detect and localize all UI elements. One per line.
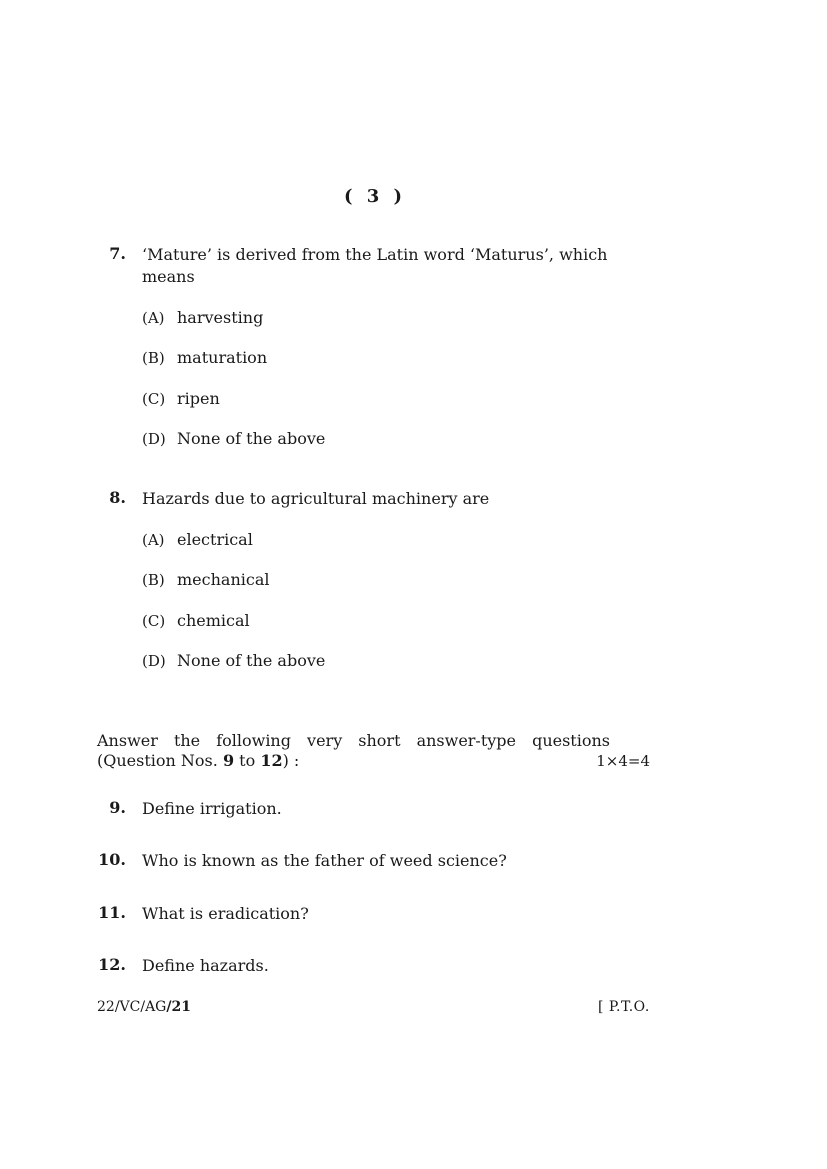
option-label: (B) [142, 349, 165, 367]
option-text: None of the above [177, 651, 326, 670]
paper-code-suffix: /21 [166, 999, 191, 1015]
question-7-line1: ‘Mature’ is derived from the Latin word ‘Maturus’, which [142, 245, 608, 264]
option-8d [142, 650, 325, 672]
option-text: maturation [177, 348, 268, 367]
option-7d [142, 428, 325, 450]
question-text-10: Who is known as the father of weed science? [142, 851, 507, 870]
option-text: harvesting [177, 308, 264, 327]
option-7c [142, 388, 220, 410]
option-7b [142, 347, 267, 369]
instruction-mid: to [234, 751, 261, 770]
option-label: (C) [142, 390, 166, 408]
paper-code-prefix: 22/VC/AG [97, 999, 167, 1015]
option-label: (D) [142, 430, 166, 448]
question-text-11: What is eradication? [142, 904, 309, 923]
pto-marker: [ P.T.O. [598, 999, 650, 1015]
question-number-10: 10. [98, 850, 126, 869]
option-label: (C) [142, 612, 166, 630]
question-number-12: 12. [98, 955, 126, 974]
question-text-7 [142, 244, 622, 288]
instruction-to: 12 [260, 751, 283, 770]
option-text: None of the above [177, 429, 326, 448]
option-text: mechanical [177, 570, 270, 589]
option-label: (D) [142, 652, 166, 670]
section-instruction-range [97, 751, 650, 771]
question-number-11: 11. [98, 903, 126, 922]
page-number: ( 3 ) [343, 186, 407, 207]
instruction-from: 9 [222, 751, 235, 770]
option-7a [142, 307, 263, 329]
question-text-8: Hazards due to agricultural machinery are [142, 489, 490, 508]
question-number-7: 7. [109, 244, 126, 263]
question-text-9: Define irrigation. [142, 799, 282, 818]
option-8a [142, 529, 253, 551]
option-label: (B) [142, 571, 165, 589]
option-text: chemical [177, 611, 250, 630]
question-text-12: Define hazards. [142, 956, 269, 975]
paper-code [97, 999, 191, 1015]
question-number-9: 9. [109, 798, 126, 817]
option-text: ripen [177, 389, 220, 408]
question-7-line2: means [142, 267, 195, 286]
option-8c [142, 610, 250, 632]
section-instruction: Answer the following very short answer-type questions [97, 731, 610, 750]
option-label: (A) [142, 531, 165, 549]
option-text: electrical [177, 530, 253, 549]
instruction-prefix: (Question Nos. [97, 751, 223, 770]
question-number-8: 8. [109, 488, 126, 507]
marks-allotment: 1×4=4 [596, 752, 650, 770]
option-label: (A) [142, 309, 165, 327]
option-8b [142, 569, 269, 591]
instruction-suffix: ) : [282, 751, 300, 770]
